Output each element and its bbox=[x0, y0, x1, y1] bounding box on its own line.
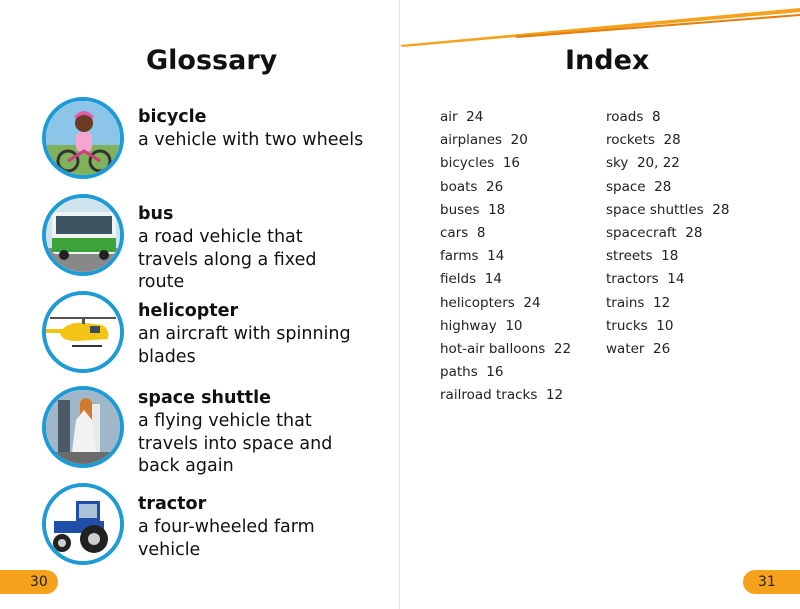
index-entry: farms 14 bbox=[440, 248, 505, 265]
index-entry: trains 12 bbox=[606, 294, 671, 311]
glossary-definition: a flying vehicle that travels into space and back again bbox=[138, 411, 333, 476]
index-entry: boats 26 bbox=[440, 178, 504, 195]
page-number-right: 31 bbox=[743, 570, 800, 594]
index-entry: spacecraft 28 bbox=[606, 225, 703, 242]
glossary-entry-helicopter bbox=[40, 291, 400, 391]
index-entry: hot-air balloons 22 bbox=[440, 341, 572, 358]
glossary-title: Glossary bbox=[146, 45, 278, 76]
index-entry: space shuttles 28 bbox=[606, 201, 730, 218]
index-entry: space 28 bbox=[606, 178, 672, 195]
glossary-definition: a four-wheeled farm vehicle bbox=[138, 517, 315, 560]
glossary-term: bus bbox=[138, 204, 174, 224]
index-entry: air 24 bbox=[440, 109, 484, 125]
space-shuttle-photo bbox=[42, 386, 124, 468]
blue-tractor-photo bbox=[42, 483, 124, 565]
green-bus-photo bbox=[42, 194, 124, 276]
orange-swoosh-decoration bbox=[395, 0, 800, 50]
index-entry: tractors 14 bbox=[606, 271, 685, 288]
glossary-term: tractor bbox=[138, 494, 207, 514]
glossary-definition: an aircraft with spinning blades bbox=[138, 324, 351, 367]
glossary-entry-bicycle bbox=[40, 97, 400, 197]
index-entry: helicopters 24 bbox=[440, 294, 541, 311]
glossary-entry-bus bbox=[40, 194, 400, 294]
index-entry: buses 18 bbox=[440, 201, 506, 218]
index-entry: sky 20, 22 bbox=[606, 155, 680, 172]
index-entry: roads 8 bbox=[606, 109, 661, 125]
glossary-definition: a road vehicle that travels along a fixed route bbox=[138, 227, 317, 292]
index-title: Index bbox=[565, 45, 650, 76]
index-entry: cars 8 bbox=[440, 225, 486, 242]
index-entry: fields 14 bbox=[440, 271, 502, 288]
index-entry: streets 18 bbox=[606, 248, 679, 265]
child-on-bicycle-photo bbox=[42, 97, 124, 179]
index-entry: paths 16 bbox=[440, 364, 504, 381]
index-entry: bicycles 16 bbox=[440, 155, 521, 172]
index-entry: highway 10 bbox=[440, 317, 523, 334]
glossary-term: space shuttle bbox=[138, 388, 272, 408]
yellow-helicopter-photo bbox=[42, 291, 124, 373]
index-entry: water 26 bbox=[606, 341, 671, 358]
page-number-left: 30 bbox=[0, 570, 58, 594]
glossary-definition: a vehicle with two wheels bbox=[138, 130, 364, 150]
index-entry: rockets 28 bbox=[606, 132, 681, 149]
index-column-1 bbox=[440, 106, 571, 408]
index-entry: trucks 10 bbox=[606, 317, 674, 334]
index-entry: railroad tracks 12 bbox=[440, 387, 564, 404]
index-column-2 bbox=[606, 106, 729, 361]
glossary-entry-tractor bbox=[40, 483, 400, 583]
glossary-term: bicycle bbox=[138, 107, 207, 127]
index-entry: airplanes 20 bbox=[440, 132, 528, 149]
glossary-entry-space-shuttle bbox=[40, 386, 400, 486]
glossary-term: helicopter bbox=[138, 301, 239, 321]
